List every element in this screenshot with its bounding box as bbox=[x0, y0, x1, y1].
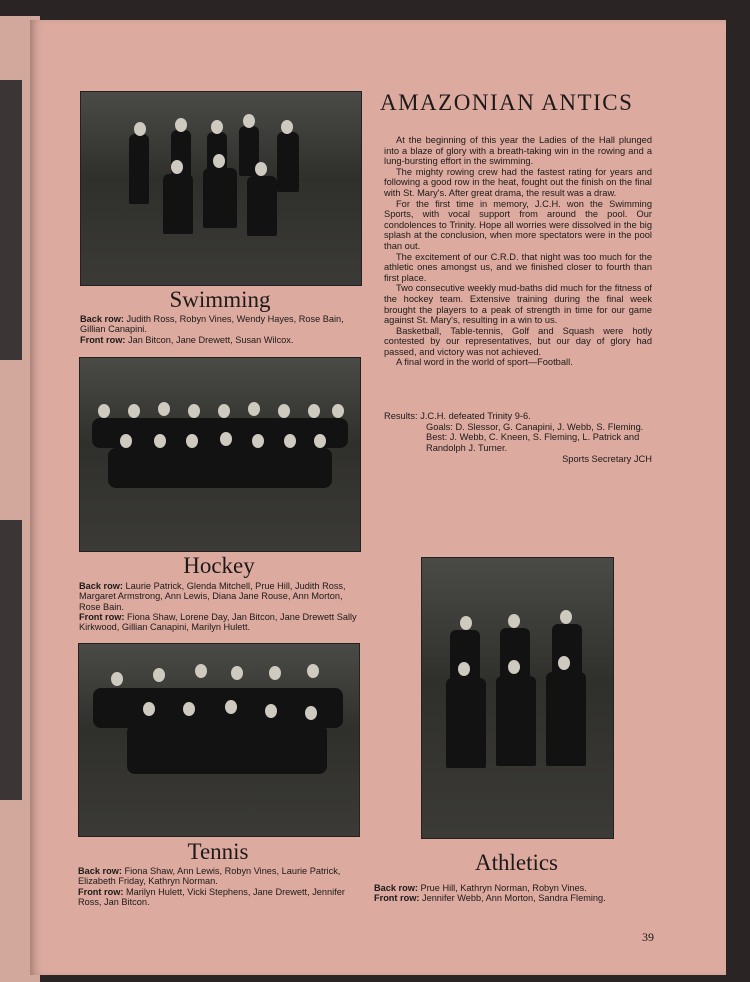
swimming-back-row-names: Judith Ross, Robyn Vines, Wendy Hayes, Rose Bain, Gillian Canapini. bbox=[80, 314, 344, 335]
article-paragraph: A final word in the world of sport—Football. bbox=[396, 357, 573, 368]
athletics-caption bbox=[374, 883, 674, 904]
athletics-front-row-label: Front row: bbox=[374, 893, 420, 904]
tennis-caption bbox=[78, 866, 358, 907]
hockey-team-photo bbox=[79, 357, 361, 552]
swimming-front-row-label: Front row: bbox=[80, 334, 126, 345]
tennis-front-row-names: Marilyn Hulett, Vicki Stephens, Jane Drewett, Jennifer Ross, Jan Bitcon. bbox=[78, 886, 345, 907]
swimming-back-row-label: Back row: bbox=[80, 314, 124, 324]
tennis-caption-title: Tennis bbox=[187, 839, 249, 864]
tennis-back-row-label: Back row: bbox=[78, 866, 122, 876]
swimming-caption-title: Swimming bbox=[169, 287, 271, 312]
article-signature: Sports Secretary JCH bbox=[562, 454, 652, 465]
athletics-back-row-label: Back row: bbox=[374, 883, 418, 893]
swimming-team-photo bbox=[80, 91, 362, 286]
previous-page-photo-strip bbox=[0, 80, 22, 360]
swimming-front-row-names: Jan Bitcon, Jane Drewett, Susan Wilcox. bbox=[127, 334, 294, 345]
article-paragraph: For the first time in memory, J.C.H. won the Swimming Sports, with vocal support from around the pool. Our condolences to Trinity. Hope all worries were dissolved in the big splash at the conclusion, when more spectators were in the pool than out. bbox=[384, 198, 652, 251]
athletics-caption-title: Athletics bbox=[474, 850, 559, 875]
hockey-caption-title: Hockey bbox=[183, 553, 255, 578]
article-paragraph: The mighty rowing crew had the fastest rating for years and following a good row in the heat, fought out the finish on the final with St. Mary's. After great drama, the result was a draw. bbox=[384, 166, 652, 198]
hockey-front-row-names: Fiona Shaw, Lorene Day, Jan Bitcon, Jane Drewett Sally Kirkwood, Gillian Canapini, Marilyn Hulett. bbox=[79, 611, 357, 633]
results-label: Results: bbox=[384, 411, 418, 421]
hockey-front-row-label: Front row: bbox=[79, 611, 125, 622]
tennis-front-row-label: Front row: bbox=[78, 886, 124, 897]
hockey-back-row-names: Laurie Patrick, Glenda Mitchell, Prue Hill, Judith Ross, Margaret Armstrong, Ann Lewis, Diana Jane Rouse, Ann Morton, Rose Bain. bbox=[79, 581, 346, 612]
article-paragraph: Basketball, Table-tennis, Golf and Squash were hotly contested by our representatives, but our day of glory had passed, and victory was not achieved. bbox=[384, 325, 652, 357]
athletics-back-row-names: Prue Hill, Kathryn Norman, Robyn Vines. bbox=[420, 883, 587, 893]
page-number: 39 bbox=[642, 930, 654, 944]
results-block bbox=[384, 411, 652, 465]
athletics-front-row-names: Jennifer Webb, Ann Morton, Sandra Fleming. bbox=[421, 893, 606, 904]
previous-page-photo-strip bbox=[0, 520, 22, 800]
tennis-team-photo bbox=[78, 643, 360, 837]
athletics-team-photo bbox=[421, 557, 614, 839]
swimming-caption bbox=[80, 314, 360, 345]
tennis-back-row-names: Fiona Shaw, Ann Lewis, Robyn Vines, Laurie Patrick, Elizabeth Friday, Kathryn Norman. bbox=[78, 866, 341, 887]
results-goals: Goals: D. Slessor, G. Canapini, J. Webb, S. Fleming. bbox=[426, 421, 644, 432]
results-best: Best: J. Webb, C. Kneen, S. Fleming, L. Patrick and Randolph J. Turner. bbox=[426, 432, 640, 453]
hockey-back-row-label: Back row: bbox=[79, 581, 123, 591]
article-paragraph: The excitement of our C.R.D. that night was too much for the athletic ones amongst us, and we finished closer to fourth than first place. bbox=[384, 251, 652, 283]
article-title: AMAZONIAN ANTICS bbox=[380, 90, 634, 115]
article-body bbox=[384, 135, 652, 368]
results-line: J.C.H. defeated Trinity 9-6. bbox=[420, 411, 531, 421]
hockey-caption bbox=[79, 581, 359, 632]
article-paragraph: At the beginning of this year the Ladies of the Hall plunged into a blaze of glory with a breath-taking win in the rowing and a lung-bursting effort in the swimming. bbox=[384, 135, 652, 167]
article-paragraph: Two consecutive weekly mud-baths did much for the fitness of the hockey team. Extensive training during the final week brought the players to a peak of strength in time for our game against St. Mary's, resulting in a win to us. bbox=[384, 283, 652, 326]
